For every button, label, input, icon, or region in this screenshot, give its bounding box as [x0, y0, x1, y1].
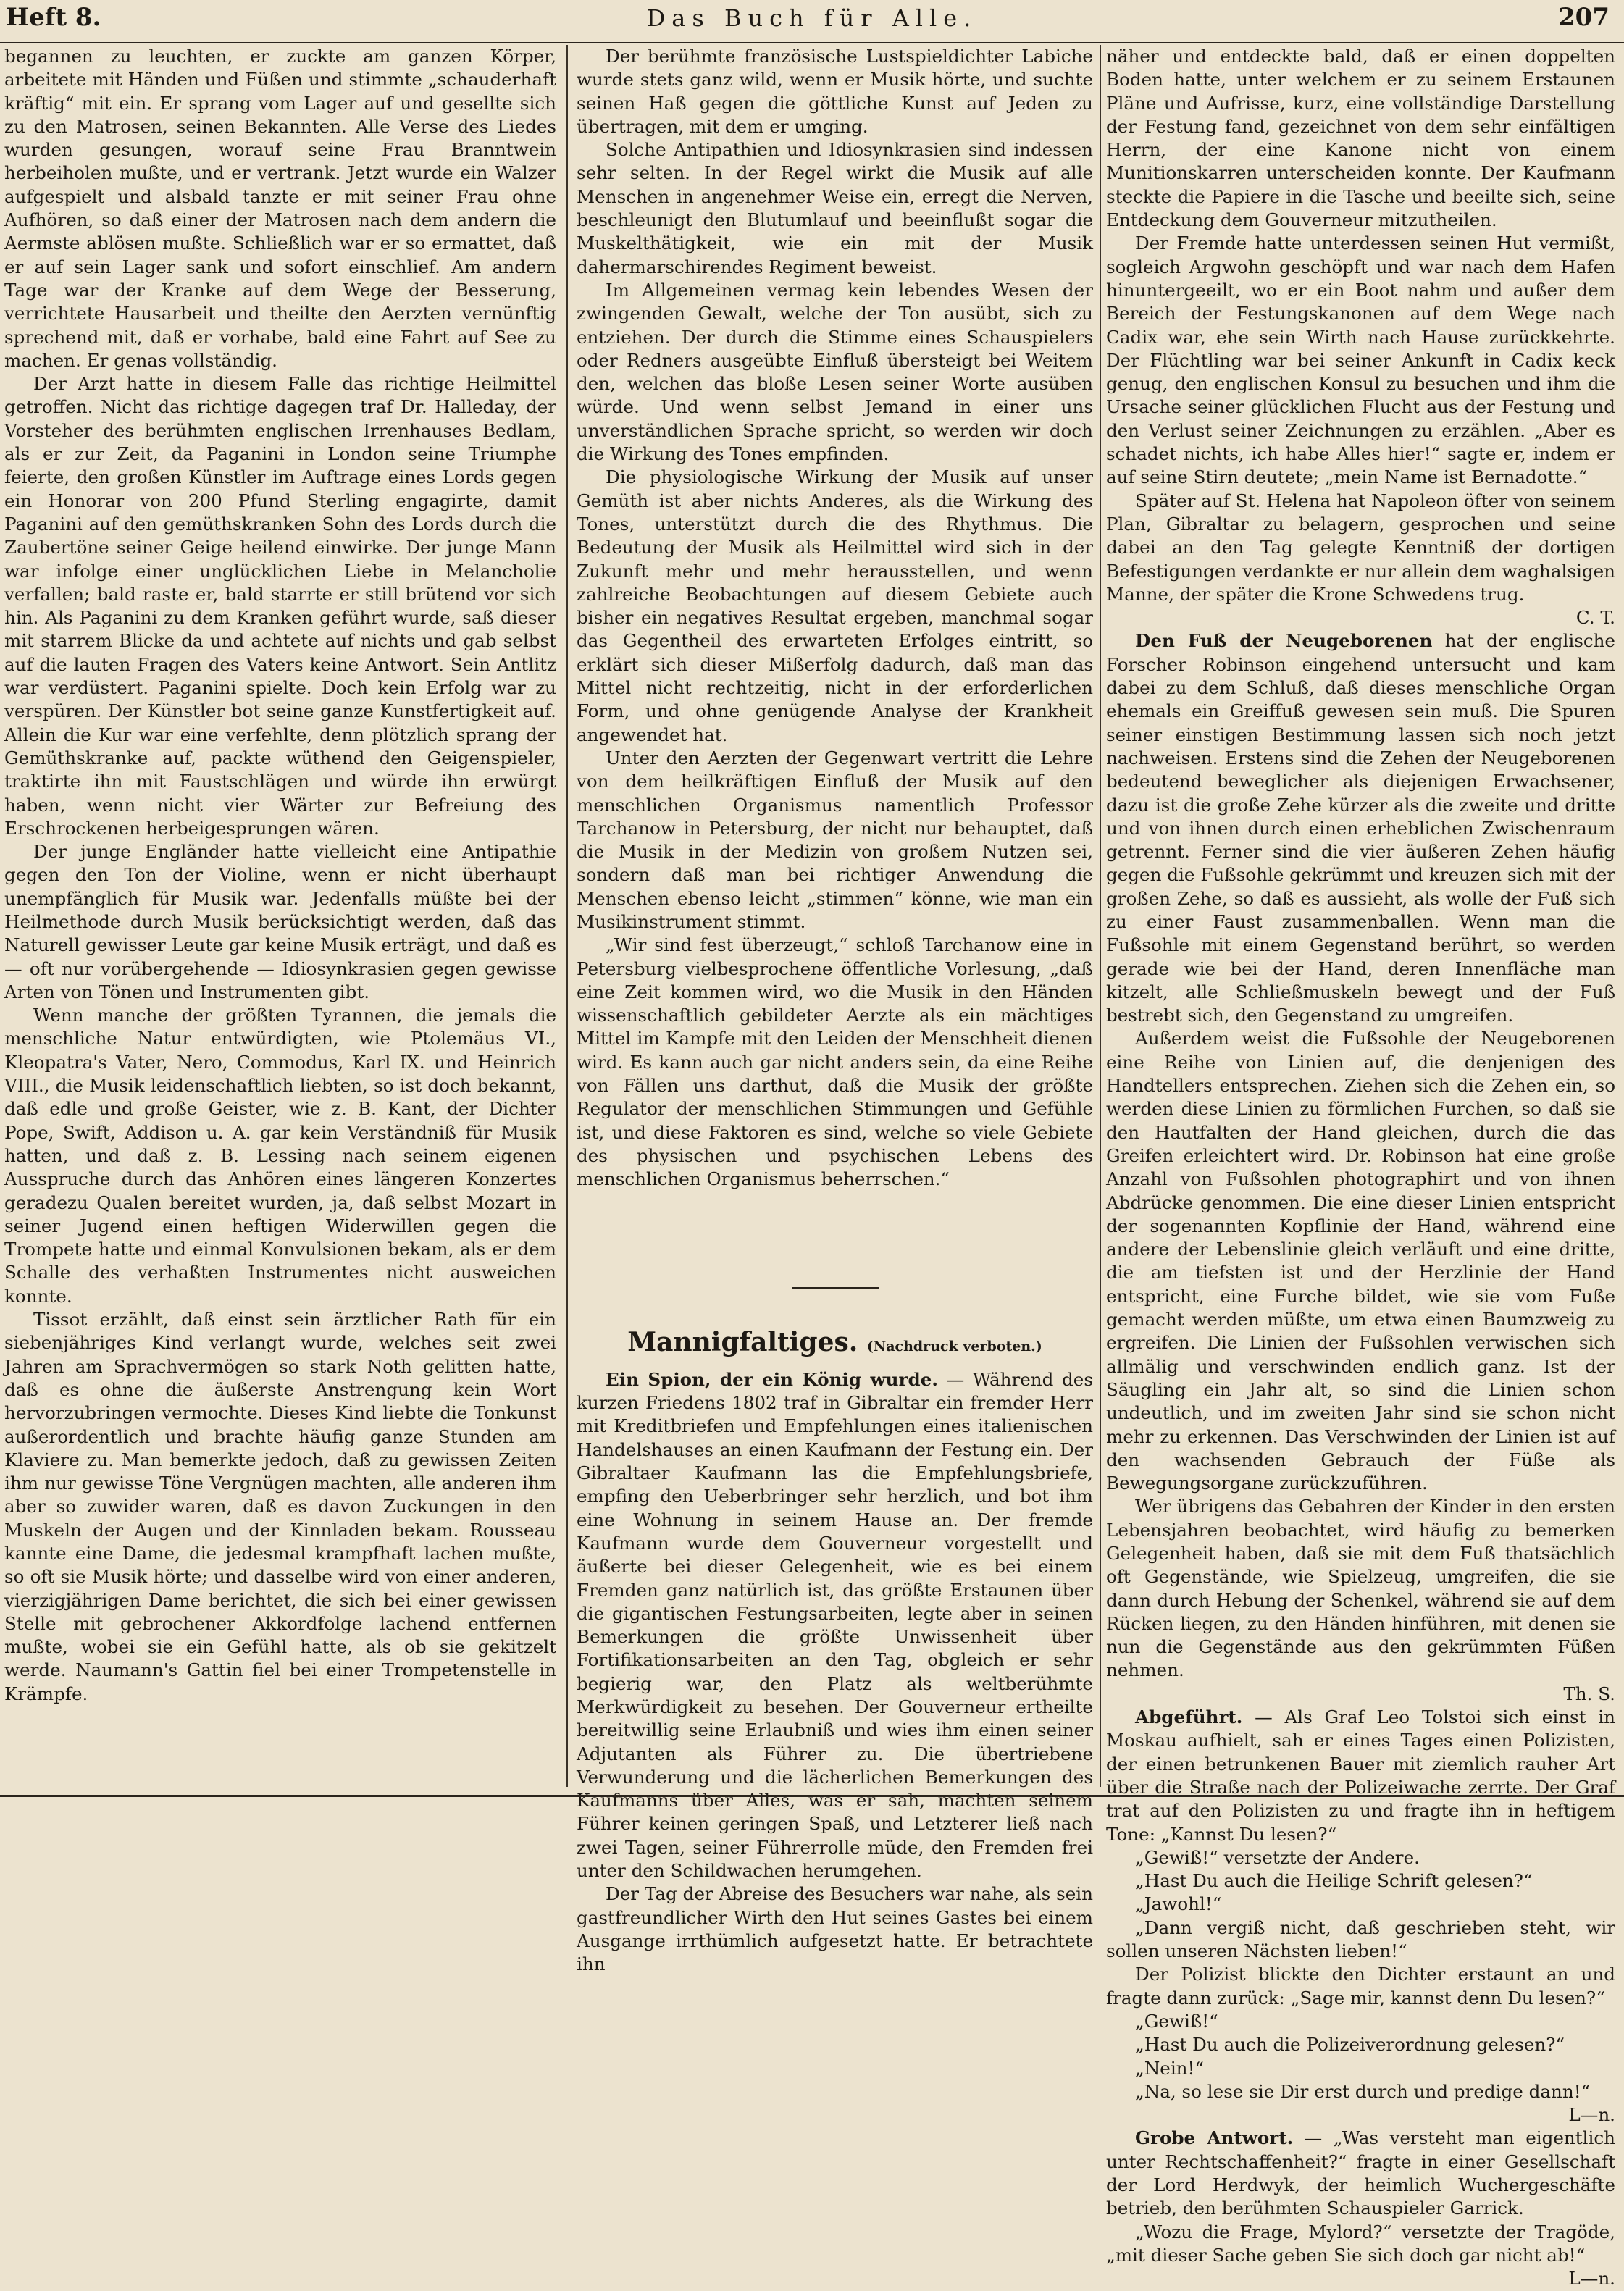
dialogue-line: „Hast Du auch die Polizeiverordnung gelesen?“	[1135, 2034, 1565, 2056]
dialogue-line: „Na, so lese sie Dir erst durch und predige dann!“	[1135, 2080, 1591, 2102]
paragraph: Der berühmte französische Lustspieldichter Labiche wurde stets ganz wild, wenn er Musik hörte, und suchte seinen Haß gegen die göttliche Kunst auf Jeden zu übertragen, mit dem er umging.	[577, 46, 1093, 137]
paragraph: Später auf St. Helena hat Napoleon öfter von seinem Plan, Gibraltar zu belagern, gesprochen und seine dabei an den Tag gelegte Kenntniß der dortigen Befestigungen verdankte er nur allein dem waghalsigen Manne, der später die Krone Schwedens trug.	[1106, 490, 1615, 605]
dialogue-line: „Jawohl!“	[1135, 1893, 1222, 1915]
article-text: — Während des kurzen Friedens 1802 traf in Gibraltar ein fremder Herr mit Kreditbriefen und Empfehlungen eines italienischen Handelshauses an einen Kaufmann der Festung ein. Der Gibraltaer Kaufmann las die Empfehlungsbriefe, empfing den Ueberbringer sehr herzlich, und bot ihm eine Wohnung in seinem Hause an. Der fremde Kaufmann wurde dem Gouverneur vorgestellt und äußerte bei dieser Gelegenheit, wie es bei einem Fremden ganz natürlich ist, das größte Erstaunen über die gigantischen Festungsarbeiten, legte aber in seinen Bemerkungen die größte Unwissenheit über Fortifikationsarbeiten an den Tag, obgleich er sehr begierig war, den Platz als weltberühmte Merkwürdigkeit zu besehen. Der Gouverneur ertheilte bereitwillig seine Erlaubniß und wies ihm einen seiner Adjutanten als Führer zu. Die übertriebene Verwunderung und die lächerlichen Bemerkungen des Kaufmanns über Alles, was er sah, machten seinem Führer keinen geringen Spaß, und Letzterer ließ nach zwei Tagen, seiner Führerrolle müde, den Fremden frei unter den Schildwachen herumgehen.	[577, 1368, 1093, 1882]
author-signature: L—n.	[1568, 2104, 1615, 2126]
author-signature: L—n.	[1568, 2268, 1615, 2290]
dialogue-line: „Gewiß!“	[1135, 2010, 1218, 2032]
article-grobe-antwort	[1106, 2127, 1615, 2220]
paragraph: Solche Antipathien und Idiosynkrasien sind indessen sehr selten. In der Regel wirkt die Musik auf alle Menschen in angenehmer Weise ein, erregt die Nerven, beschleunigt den Blutumlauf und beeinflußt sogar die Muskelthätigkeit, wie ein mit der Musik dahermarschirendes Regiment beweist.	[577, 139, 1093, 277]
reprint-notice: (Nachdruck verboten.)	[866, 1338, 1042, 1354]
paragraph: Im Allgemeinen vermag kein lebendes Wesen der zwingenden Gewalt, welche der Ton ausübt, sich zu entziehen. Der durch die Stimme eines Schauspielers oder Redners ausgeübte Einfluß übersteigt bei Weitem den, welchen das bloße Lesen seiner Worte ausüben würde. Und wenn selbst Jemand in einer uns unverständlichen Sprache spricht, so werden wir doch die Wirkung des Tones empfinden.	[577, 279, 1093, 465]
column-divider	[1100, 45, 1101, 1787]
section-separator	[792, 1287, 879, 1289]
footer-rule	[0, 1795, 1624, 1797]
paragraph: Wer übrigens das Gebahren der Kinder in den ersten Lebensjahren beobachtet, wird häufig zu bemerken Gelegenheit haben, daß sie mit dem Fuß thatsächlich oft Gegenstände, wie Spielzeug, umgreifen, die sie dann durch Hebung der Schenkel, während sie auf dem Rücken liegen, zu den Händen hinführen, mit denen sie nun die Gegenstände aus den gekrümmten Füßen nehmen.	[1106, 1496, 1615, 1681]
article-text: — „Was versteht man eigentlich unter Rechtschaffenheit?“ fragte in einer Gesellschaft der Lord Herdwyk, der heimlich Wuchergeschäfte betrieb, den berühmten Schauspieler Garrick.	[1106, 2127, 1615, 2219]
dialogue-line: „Nein!“	[1135, 2057, 1204, 2079]
dialogue-line: „Hast Du auch die Heilige Schrift gelesen?“	[1135, 1870, 1533, 1892]
dialogue-line: „Gewiß!“ versetzte der Andere.	[1135, 1846, 1420, 1868]
paragraph: Der junge Engländer hatte vielleicht eine Antipathie gegen den Ton der Violine, wenn er nicht überhaupt unempfänglich für Musik war. Jedenfalls müßte bei der Heilmethode durch Musik berücksichtigt werden, daß das Naturell gewisser Leute gar keine Musik erträgt, und daß es — oft nur vorübergehende — Idiosynkrasien gegen gewisse Arten von Tönen und Instrumenten gibt.	[4, 841, 556, 1002]
dialogue-line: Der Polizist blickte den Dichter erstaunt an und fragte dann zurück: „Sage mir, kannst denn Du lesen?“	[1106, 1964, 1615, 2009]
paragraph: „Wir sind fest überzeugt,“ schloß Tarchanow eine in Petersburg vielbesprochene öffentliche Vorlesung, „daß eine Zeit kommen wird, wo die Musik in den Händen wissenschaftlich gebildeter Aerzte als ein mächtiges Mittel im Kampfe mit den Leiden der Menschheit dienen wird. Es kann auch gar nicht anders sein, da eine Reihe von Fällen uns darthut, daß die Musik der größte Regulator der menschlichen Stimmungen und Gefühle ist, und diese Faktoren es sind, welche so viele Gebiete des physischen und psychischen Lebens des menschlichen Organismus beherrschen.“	[577, 934, 1093, 1190]
section-title: Mannigfaltiges.	[627, 1326, 858, 1357]
column-2	[577, 45, 1093, 1975]
paragraph: Wenn manche der größten Tyrannen, die jemals die menschliche Natur entwürdigten, wie Ptolemäus VI., Kleopatra's Vater, Nero, Commodus, Karl IX. und Heinrich VIII., die Musik leidenschaftlich liebten, so ist doch bekannt, daß edle und große Geister, wie z. B. Kant, der Dichter Pope, Swift, Addison u. A. gar kein Verständniß für Musik hatten, und daß z. B. Lessing nach seinem eigenen Ausspruche durch das Anhören eines längeren Konzertes geradezu Qualen bereitet wurden, ja, daß selbst Mozart in seiner Jugend einen heftigen Widerwillen gegen die Trompete hatte und einmal Konvulsionen bekam, als er dem Schalle des verhaßten Instrumentes nicht ausweichen konnte.	[4, 1005, 556, 1307]
dialogue-line: „Dann vergiß nicht, daß geschrieben steht, wir sollen unseren Nächsten lieben!“	[1106, 1917, 1615, 1962]
paragraph: „Wozu die Frage, Mylord?“ versetzte der Tragöde, „mit dieser Sache geben Sie sich doch gar nicht ab!“	[1106, 2221, 1615, 2266]
paragraph: näher und entdeckte bald, daß er einen doppelten Boden hatte, unter welchem er zu seinem Erstaunen Pläne und Aufrisse, kurz, eine vollständige Darstellung der Festung fand, gezeichnet von dem sehr einfältigen Herrn, der eine Kanone nicht von einem Munitionskarren unterscheiden konnte. Der Kaufmann steckte die Papiere in die Tasche und beeilte sich, seine Entdeckung dem Gouverneur mitzutheilen.	[1106, 46, 1615, 231]
issue-label: Heft 8.	[6, 3, 101, 32]
article-title: Grobe Antwort.	[1135, 2127, 1294, 2149]
page-number: 207	[1558, 3, 1610, 32]
column-divider	[566, 45, 568, 1787]
column-1	[4, 45, 556, 1787]
article-text: — Als Graf Leo Tolstoi sich einst in Moskau aufhielt, sah er eines Tages einen Polizisten, der einen betrunkenen Bauer mit ziemlich rauher Art über die Straße nach der Polizeiwache zerrte. Der Graf trat auf den Polizisten zu und fragte ihn in heftigem Tone: „Kannst Du lesen?“	[1106, 1706, 1615, 1845]
article-title: Abgeführt.	[1135, 1706, 1243, 1728]
paragraph: Außerdem weist die Fußsohle der Neugeborenen eine Reihe von Linien auf, die denjenigen des Handtellers entsprechen. Ziehen sich die Zehen ein, so werden diese Linien zu förmlichen Furchen, so daß sie den Hautfalten der Hand gleichen, durch die das Greifen erleichtert wird. Dr. Robinson hat eine große Anzahl von Fußsohlen photographirt und von ihnen Abdrücke genommen. Die eine dieser Linien entspricht der sogenannten Kopflinie der Hand, während eine andere der Lebenslinie gleich verläuft und eine dritte, die am tiefsten ist und der Herzlinie der Hand entspricht, eine Furche bildet, wie sie vom Fuße gemacht werden müßte, um etwa einen Baumzweig zu ergreifen. Die Linien der Fußsohlen verwischen sich allmälig und verschwinden endlich ganz. Ist der Säugling ein Jahr alt, so sind die Linien schon undeutlich, und im zweiten Jahr sind sie schon nicht mehr zu erkennen. Das Verschwinden der Linien ist auf den wachsenden Gebrauch der Füße als Bewegungsorgane zurückzuführen.	[1106, 1028, 1615, 1494]
author-signature: C. T.	[1575, 607, 1615, 629]
article-text: hat der englische Forscher Robinson eingehend untersucht und kam dabei zu dem Schluß, daß dieses menschliche Organ ehemals ein Greiffuß gewesen sein muß. Die Spuren seiner einstigen Bestimmung lassen sich noch jetzt nachweisen. Erstens sind die Zehen der Neugeborenen bedeutend beweglicher als diejenigen Erwachsener, dazu ist die große Zehe kürzer als die zweite und dritte und von ihnen durch einen erheblichen Zwischenraum getrennt. Ferner sind die vier äußeren Zehen häufig gegen die Fußsohle gekrümmt und kreuzen sich mit der großen Zehe, so daß es aussieht, als wolle der Fuß sich zu einer Faust zusammenballen. Wenn man die Fußsohle mit einem Gegenstand berührt, so werden gerade wie bei der Hand, deren Innenfläche man kitzelt, alle Schließmuskeln bewegt und der Fuß bestrebt sich, den Gegenstand zu umgreifen.	[1106, 630, 1615, 1026]
paragraph: Unter den Aerzten der Gegenwart vertritt die Lehre von dem heilkräftigen Einfluß der Musik auf den menschlichen Organismus namentlich Professor Tarchanow in Petersburg, der nicht nur behauptet, daß die Musik in der Medizin von großem Nutzen sei, sondern daß man bei richtiger Anwendung die Menschen ebenso leicht „stimmen“ könne, wie man ein Musikinstrument stimmt.	[577, 747, 1093, 932]
section-heading	[577, 1326, 1093, 1358]
article-title: Ein Spion, der ein König wurde.	[606, 1368, 938, 1390]
paragraph: Der Tag der Abreise des Besuchers war nahe, als sein gastfreundlicher Wirth den Hut seines Gastes bei einem Ausgange irrthümlich aufgesetzt hatte. Er betrachtete ihn	[577, 1883, 1093, 1975]
article-title: Den Fuß der Neugeborenen	[1135, 630, 1433, 652]
paragraph: Tissot erzählt, daß einst sein ärztlicher Rath für ein siebenjähriges Kind verlangt wurde, welches seit zwei Jahren am Sprachvermögen so stark Noth gelitten hatte, daß es ohne die äußerste Anstrengung kein Wort hervorzubringen vermochte. Dieses Kind liebte die Tonkunst außerordentlich und brachte häufig ganze Stunden am Klaviere zu. Man bemerkte jedoch, daß zu gewissen Zeiten ihm nur gewisse Töne Vergnügen machten, alle anderen ihm aber so zuwider waren, daß es davon Zuckungen in den Muskeln der Augen und der Kinnladen bekam. Rousseau kannte eine Dame, die jedesmal krampfhaft lachen mußte, so oft sie Musik hörte; und dasselbe wird von einer anderen, vierzigjährigen Dame berichtet, die sich bei einer gewissen Stelle mit gebrochener Akkordfolge lachend entfernen mußte, wobei sie ein Gefühl hatte, als ob sie gekitzelt werde. Naumann's Gattin fiel bei einer Trompetenstelle in Krämpfe.	[4, 1309, 556, 1704]
column-3	[1106, 45, 1615, 2290]
paragraph: Der Arzt hatte in diesem Falle das richtige Heilmittel getroffen. Nicht das richtige dagegen traf Dr. Halleday, der Vorsteher des berühmten englischen Irrenhauses Bedlam, als er zur Zeit, da Paganini in London seine Triumphe feierte, den großen Künstler im Auftrage eines Lords gegen ein Honorar von 200 Pfund Sterling engagirte, damit Paganini auf den gemüthskranken Sohn des Lords durch die Zaubertöne seiner Geige heilend einwirke. Der junge Mann war infolge einer unglücklichen Liebe in Melancholie verfallen; bald raste er, bald starrte er still brütend vor sich hin. Als Paganini zu dem Kranken geführt wurde, saß dieser mit starrem Blicke da und achtete auf nichts und gab selbst auf die lauten Fragen des Vaters keine Antwort. Sein Antlitz war verdüstert. Paganini spielte. Doch kein Erfolg war zu verspüren. Der Künstler bot seine ganze Kunstfertigkeit auf. Allein die Kur war eine verfehlte, denn plötzlich sprang der Gemüthskranke auf, packte wüthend den Geigenspieler, traktirte ihn mit Faustschlägen und würde ihn erwürgt haben, wenn nicht vier Wärter zur Befreiung des Erschrockenen herbeigesprungen wären.	[4, 373, 556, 839]
article-spion	[577, 1368, 1093, 1883]
paragraph: Die physiologische Wirkung der Musik auf unser Gemüth ist aber nichts Anderes, als die Wirkung des Tones, unterstützt durch die des Rhythmus. Die Bedeutung der Musik als Heilmittel wird sich in der Zukunft mehr und mehr herausstellen, und wenn zahlreiche Beobachtungen auf diesem Gebiete auch bisher ein negatives Resultat ergeben, manchmal sogar das Gegentheil des erwarteten Erfolges eintritt, so erklärt sich dieser Mißerfolg dadurch, daß man das Mittel nicht rechtzeitig, nicht in der erforderlichen Form, und ohne genügende Analyse der Krankheit angewendet hat.	[577, 466, 1093, 745]
paragraph: Der Fremde hatte unterdessen seinen Hut vermißt, sogleich Argwohn geschöpft und war nach dem Hafen hinuntergeeilt, wo er ein Boot nahm und außer dem Bereich der Festungskanonen auf dem Wege nach Cadix war, ehe sein Wirth nach Hause zurückkehrte. Der Flüchtling war bei seiner Ankunft in Cadix keck genug, den englischen Konsul zu besuchen und ihm die Ursache seiner glücklichen Flucht aus der Festung und den Verlust seiner Zeichnungen zu erzählen. „Aber es schadet nichts, ich habe Alles hier!“ sagte er, indem er auf seine Stirn deutete; „mein Name ist Bernadotte.“	[1106, 233, 1615, 488]
page-header	[0, 0, 1624, 43]
article-abgefuehrt	[1106, 1706, 1615, 1846]
paragraph: begannen zu leuchten, er zuckte am ganzen Körper, arbeitete mit Händen und Füßen und stimmte „schauderhaft kräftig“ mit ein. Er sprang vom Lager auf und gesellte sich zu den Matrosen, seinen Bekannten. Alle Verse des Liedes wurden gesungen, worauf seine Frau Branntwein herbeiholen mußte, und er vertrank. Jetzt wurde ein Walzer aufgespielt und alsbald tanzte er mit seiner Frau ohne Aufhören, so daß einer der Matrosen nach dem andern die Aermste ablösen mußte. Schließlich war er so ermattet, daß er auf sein Lager sank und sofort einschlief. Am andern Tage war der Kranke auf dem Wege der Besserung, verrichtete Hausarbeit und theilte den Aerzten vernünftig sprechend mit, daß er vorhabe, bald eine Fahrt auf See zu machen. Er genas vollständig.	[4, 46, 556, 371]
publication-title: Das Buch für Alle.	[646, 4, 978, 32]
article-fuss	[1106, 629, 1615, 1027]
author-signature: Th. S.	[1563, 1683, 1615, 1704]
